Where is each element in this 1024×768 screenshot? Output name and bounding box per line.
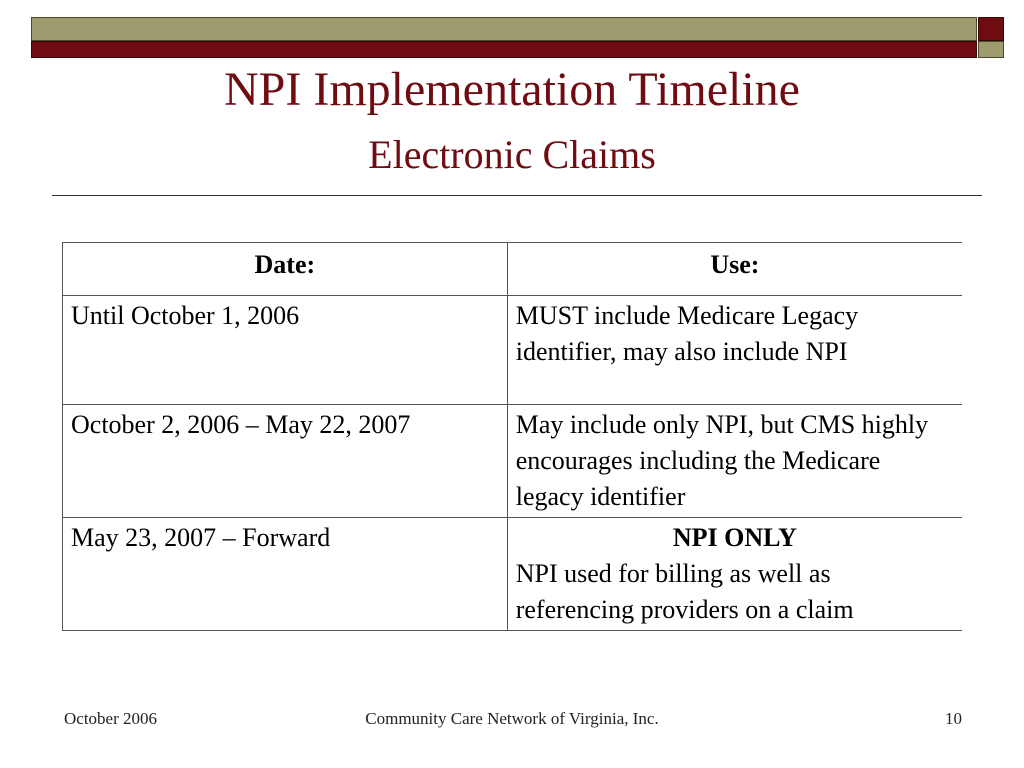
timeline-table — [62, 242, 962, 631]
title-divider — [52, 195, 982, 196]
row-use: NPI used for billing as well as referencing providers on a claim — [515, 559, 854, 624]
table-row — [63, 296, 963, 405]
header-square-olive — [978, 41, 1004, 58]
row-date: Until October 1, 2006 — [63, 296, 508, 405]
table-header-row — [63, 243, 963, 296]
row-date: October 2, 2006 – May 22, 2007 — [63, 405, 508, 518]
header-use: Use: — [507, 243, 962, 296]
footer-date: October 2006 — [64, 709, 158, 728]
row-use-cell — [507, 518, 962, 631]
slide-title: NPI Implementation Timeline — [224, 63, 800, 116]
row-use: May include only NPI, but CMS highly encourages including the Medicare legacy identifier — [507, 405, 962, 518]
footer-page-number: 10 — [945, 709, 962, 728]
table-row — [63, 405, 963, 518]
header-bar-maroon — [31, 41, 977, 58]
table-row — [63, 518, 963, 631]
row-use: MUST include Medicare Legacy identifier, may also include NPI — [507, 296, 962, 405]
footer-organization: Community Care Network of Virginia, Inc. — [365, 709, 659, 728]
slide-subtitle: Electronic Claims — [368, 132, 656, 177]
row-date: May 23, 2007 – Forward — [63, 518, 508, 631]
header-date: Date: — [63, 243, 508, 296]
header-square-maroon — [978, 17, 1004, 41]
header-bar-olive — [31, 17, 977, 41]
row-use-emphasis: NPI ONLY — [672, 523, 797, 552]
